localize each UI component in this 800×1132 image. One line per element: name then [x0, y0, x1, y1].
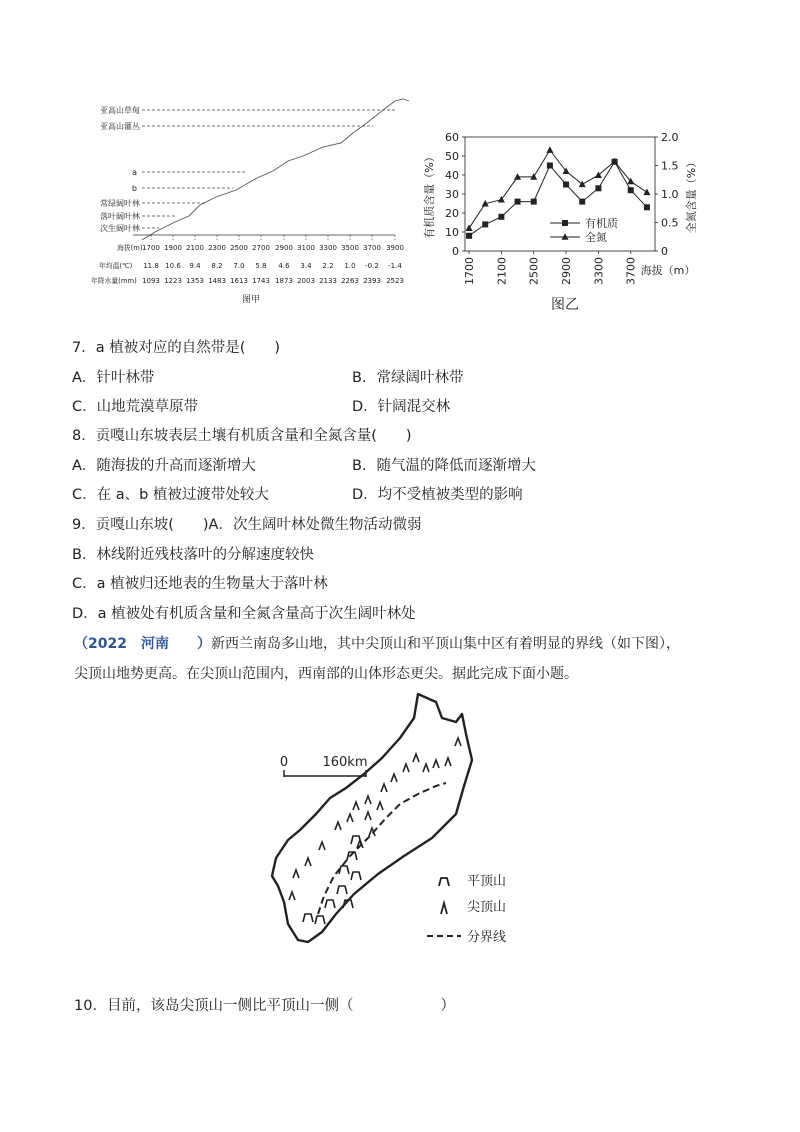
q7-stem: 7．a 植被对应的自然带是( )	[72, 340, 281, 356]
row-0-value: 3700	[363, 244, 381, 252]
x-tick: 3300	[592, 257, 606, 285]
row-2-value: 2393	[363, 277, 381, 285]
pointed-mountain-icon	[289, 892, 295, 900]
legend-label-0: 有机质	[585, 217, 618, 230]
row-label-1: 年均温(℃)	[99, 262, 133, 270]
y-left-axis-label: 有机质含量（%）	[423, 151, 436, 239]
boundary-line	[318, 783, 446, 914]
pointed-mountain-icon	[353, 802, 359, 810]
flat-mountain-icon	[315, 916, 325, 924]
y-left-tick: 50	[445, 150, 459, 163]
point-nitrogen	[595, 171, 602, 178]
row-2-value: 2263	[341, 277, 359, 285]
pointed-mountain-icon	[347, 814, 353, 822]
pointed-mountain-icon	[319, 842, 325, 850]
q7-option-b[interactable]: B．常绿阔叶林带	[352, 370, 464, 386]
row-2-value: 1743	[252, 277, 270, 285]
series-line-1	[469, 150, 647, 228]
q8-option-c[interactable]: C．在 a、b 植被过渡带处较大	[72, 487, 269, 503]
veg-label-0: 亚高山草甸	[100, 106, 140, 115]
legend-label-1: 全氮	[585, 231, 607, 244]
point-organic	[515, 199, 521, 205]
row-0-value: 3100	[297, 244, 315, 252]
point-organic	[628, 187, 634, 193]
point-organic	[547, 163, 553, 169]
vegetation-labels	[100, 105, 140, 233]
point-organic	[644, 204, 650, 210]
q9-option-b[interactable]: B．林线附近残枝落叶的分解速度较快	[72, 547, 314, 563]
chart-series	[466, 146, 651, 238]
pointed-mountain-icon	[381, 784, 387, 792]
q9-option-d[interactable]: D．a 植被处有机质含量和全氮含量高于次生阔叶林处	[72, 606, 416, 622]
veg-label-3: b	[131, 184, 137, 193]
x-tick: 2900	[560, 257, 574, 285]
row-1-value: -1.4	[388, 262, 402, 270]
point-nitrogen	[514, 173, 521, 180]
flat-mountain-icon	[339, 866, 349, 874]
pointed-mountain-icon	[305, 858, 311, 866]
point-organic	[466, 233, 472, 239]
y-left-tick: 60	[445, 131, 459, 144]
pointed-mountain-icon	[391, 774, 397, 782]
source-tag: （2022 河南 ）	[74, 636, 211, 652]
veg-label-1: 亚高山灌丛	[100, 122, 140, 131]
row-0-value: 2300	[208, 244, 226, 252]
row-2-value: 2003	[297, 277, 315, 285]
row-1-value: 5.8	[255, 262, 267, 270]
vegetation-line	[142, 99, 409, 240]
row-1-value: 11.8	[143, 262, 159, 270]
q7-option-c[interactable]: C．山地荒漠草原带	[72, 399, 199, 415]
point-nitrogen	[546, 146, 553, 153]
scale-zero: 0	[279, 755, 289, 770]
pointed-mountain-icon	[455, 738, 461, 746]
row-1-value: 2.2	[322, 262, 334, 270]
y-right-tick: 2.0	[661, 131, 679, 144]
row-2-value: 1483	[208, 277, 226, 285]
flat-mountain-icon	[325, 900, 335, 908]
row-1-value: 4.6	[278, 262, 290, 270]
row-0-value: 3300	[319, 244, 337, 252]
flat-mountain-icon	[337, 886, 347, 894]
row-2-value: 2523	[386, 277, 404, 285]
pointed-mountain-icon	[365, 812, 371, 820]
row-2-value: 1613	[230, 277, 248, 285]
flat-mountain-icon	[351, 872, 361, 880]
south-island-map	[260, 690, 560, 960]
x-tick: 1700	[463, 257, 477, 285]
y-right-tick: 0	[661, 245, 668, 258]
legend-boundary-label: 分界线	[467, 930, 507, 945]
q7-option-d[interactable]: D．针阔混交林	[352, 399, 451, 415]
row-1-value: 1.0	[344, 262, 356, 270]
pointed-mountain-icon	[403, 764, 409, 772]
y-left-tick: 0	[452, 245, 459, 258]
legend-flat-mountain-icon	[439, 878, 449, 886]
data-rows	[91, 243, 404, 285]
pointed-mountain-icon	[365, 796, 371, 804]
row-0-value: 2900	[275, 244, 293, 252]
y-right-tick: 0.5	[661, 216, 679, 230]
x-tick: 2500	[527, 257, 541, 285]
y-left-tick: 20	[445, 207, 459, 220]
row-1-value: 3.4	[300, 262, 312, 270]
pointed-mountain-icon	[445, 758, 451, 766]
pointed-mountain-icon	[377, 802, 383, 810]
pointed-mountain-icon	[369, 828, 375, 836]
point-organic	[579, 199, 585, 205]
intro-text-1: 新西兰南岛多山地，其中尖顶山和平顶山集中区有着明显的界线（如下图），	[210, 636, 680, 652]
point-organic	[531, 199, 537, 205]
q10-stem: 10．目前，该岛尖顶山一侧比平顶山一侧（ ）	[74, 998, 455, 1014]
point-organic	[482, 221, 488, 227]
row-2-value: 2133	[319, 277, 337, 285]
q8-option-d[interactable]: D．均不受植被类型的影响	[352, 487, 523, 503]
point-organic	[595, 185, 601, 191]
legend-pointed-label: 尖顶山	[467, 900, 507, 915]
intro-line-1	[74, 634, 680, 654]
pointed-mountain-icon	[423, 764, 429, 772]
pointed-mountain-icon	[335, 822, 341, 830]
q8-option-b[interactable]: B．随气温的降低而逐渐增大	[352, 458, 536, 474]
q9-stem: 9．贡嘎山东坡( )A．次生阔叶林处微生物活动微弱	[72, 517, 422, 533]
row-1-value: 9.4	[189, 262, 201, 270]
point-organic	[563, 182, 569, 188]
veg-label-2: a	[132, 168, 137, 177]
y-left-tick: 40	[445, 169, 459, 182]
pointed-mountain-icon	[433, 760, 439, 768]
flat-mountain-icon	[303, 914, 313, 922]
figure-jia	[85, 92, 415, 317]
row-2-value: 1353	[186, 277, 204, 285]
y-left-tick: 30	[445, 188, 459, 201]
scale-distance: 160km	[322, 755, 368, 770]
point-nitrogen	[530, 173, 537, 180]
intro-line-2: 尖顶山地势更高。在尖顶山范围内，西南部的山体形态更尖。据此完成下面小题。	[74, 666, 578, 682]
legend-pointed-mountain-icon	[441, 903, 447, 914]
chart-legend	[550, 216, 618, 244]
row-2-value: 1093	[142, 277, 160, 285]
row-1-value: -0.2	[365, 262, 379, 270]
row-1-value: 10.6	[165, 262, 181, 270]
y-right-axis-label: 全氮含量（%）	[685, 156, 698, 234]
row-0-value: 3900	[386, 244, 404, 252]
row-2-value: 1223	[164, 277, 182, 285]
pointed-mountain-icon	[293, 870, 299, 878]
point-nitrogen	[579, 181, 586, 188]
q7-option-a[interactable]: A．针叶林带	[72, 370, 155, 386]
q8-option-a[interactable]: A．随海拔的升高而逐渐增大	[72, 458, 256, 474]
y-right-tick: 1.0	[661, 188, 679, 201]
y-right-tick: 1.5	[661, 159, 679, 173]
pointed-mountain-icon	[413, 754, 419, 762]
plot-frame	[465, 137, 655, 251]
row-0-value: 1900	[164, 244, 182, 252]
point-organic	[498, 214, 504, 220]
figure-yi-caption: 图乙	[551, 297, 579, 313]
row-0-value: 3500	[341, 244, 359, 252]
x-tick: 2100	[495, 257, 509, 285]
q9-option-c[interactable]: C．a 植被归还地表的生物量大于落叶林	[72, 576, 328, 592]
row-label-2: 年降水量(mm)	[91, 277, 137, 285]
x-axis-label: 海拔（m）	[640, 264, 696, 277]
veg-label-4: 常绿阔叶林	[100, 199, 140, 208]
veg-label-6: 次生阔叶林	[100, 224, 140, 233]
row-1-value: 8.2	[211, 262, 223, 270]
row-1-value: 7.0	[233, 262, 245, 270]
veg-label-5: 落叶阔叶林	[100, 212, 140, 221]
series-line-0	[469, 162, 647, 236]
legend-flat-label: 平顶山	[467, 874, 507, 889]
point-nitrogen	[643, 188, 650, 195]
x-tick: 3700	[624, 257, 638, 285]
row-2-value: 1873	[275, 277, 293, 285]
figure-yi	[415, 125, 715, 315]
row-0-value: 2100	[186, 244, 204, 252]
y-left-tick: 10	[445, 226, 459, 239]
figure-jia-caption: 图甲	[241, 295, 261, 305]
row-label-0: 海拔(m)	[117, 244, 143, 252]
island-outline	[272, 694, 472, 942]
q8-stem: 8．贡嘎山东坡表层土壤有机质含量和全氮含量( )	[72, 428, 412, 444]
row-0-value: 2500	[230, 244, 248, 252]
row-0-value: 2700	[252, 244, 270, 252]
row-0-value: 1700	[142, 244, 160, 252]
map-legend	[427, 874, 506, 945]
chart-axes	[445, 131, 679, 285]
